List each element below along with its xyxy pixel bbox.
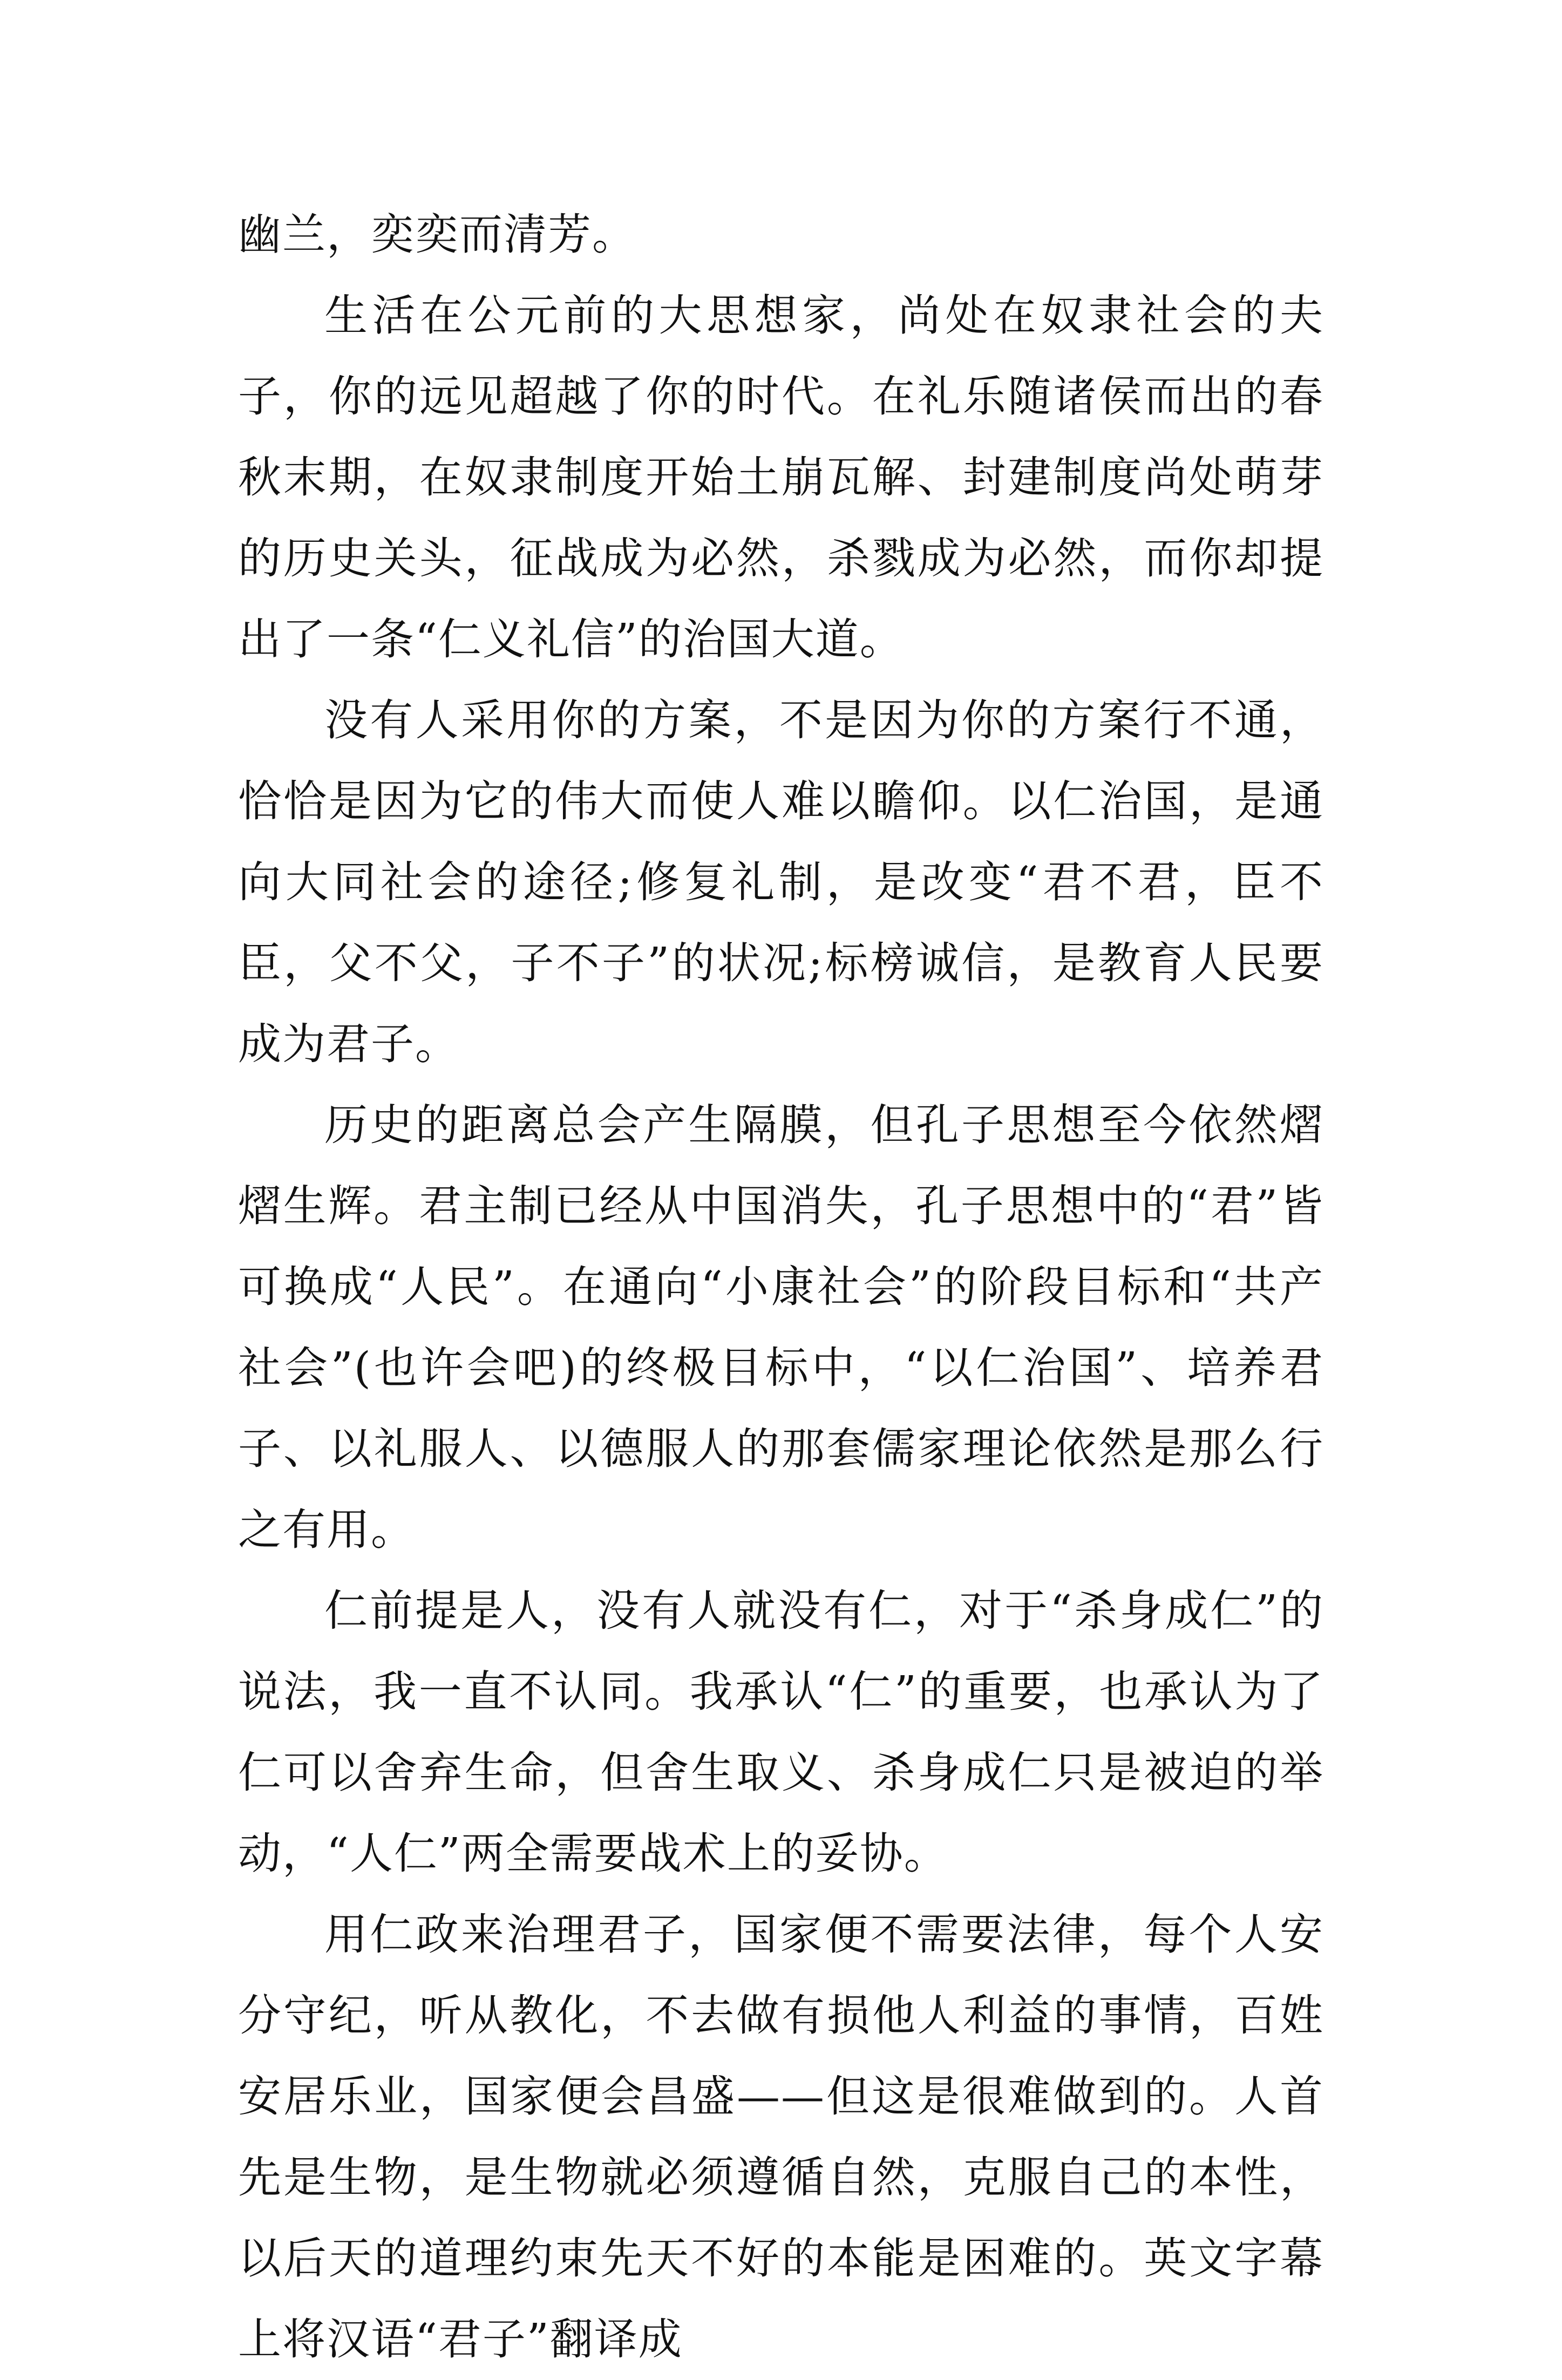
paragraph: 没有人采用你的方案，不是因为你的方案行不通，恰恰是因为它的伟大而使人难以瞻仰。以仁治国，是通向大同社会的途径;修复礼制，是改变“君不君，臣不臣，父不父，子不子”的状况;标榜诚信，是教育人民要成为君子。 <box>238 695 1324 1069</box>
paragraph: 幽兰，奕奕而清芳。 <box>238 209 636 260</box>
document-body <box>238 194 1324 2380</box>
paragraph: 仁前提是人，没有人就没有仁，对于“杀身成仁”的说法，我一直不认同。我承认“仁”的重要，也承认为了仁可以舍弃生命，但舍生取义、杀身成仁只是被迫的举动，“人仁”两全需要战术上的妥协。 <box>238 1586 1324 1879</box>
paragraph: 历史的距离总会产生隔膜，但孔子思想至今依然熠熠生辉。君主制已经从中国消失，孔子思想中的“君”皆可换成“人民”。在通向“小康社会”的阶段目标和“共产社会”(也许会吧)的终极目标中，“以仁治国”、培养君子、以礼服人、以德服人的那套儒家理论依然是那么行之有用。 <box>238 1100 1324 1555</box>
paragraph: 生活在公元前的大思想家，尚处在奴隶社会的夫子，你的远见超越了你的时代。在礼乐随诸侯而出的春秋末期，在奴隶制度开始土崩瓦解、封建制度尚处萌芽的历史关头，征战成为必然，杀戮成为必然，而你却提出了一条“仁义礼信”的治国大道。 <box>238 290 1324 664</box>
paragraph: 用仁政来治理君子，国家便不需要法律，每个人安分守纪，听从教化，不去做有损他人利益的事情，百姓安居乐业，国家便会昌盛——但这是很难做到的。人首先是生物，是生物就必须遵循自然，克服自己的本性，以后天的道理约束先天不好的本能是困难的。英文字幕上将汉语“君子”翻译成 <box>238 1909 1324 2364</box>
